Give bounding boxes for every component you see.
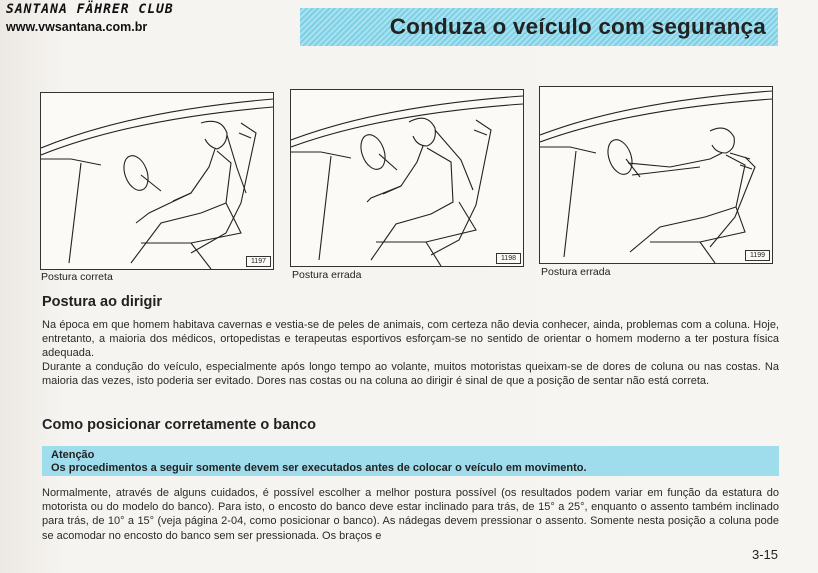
posture-paragraph-1: Na época em que homem habitava cavernas e vestia-se de peles de animais, com certeza não devia conhecer, ainda, problemas com a coluna. Hoje, entretanto, a maioria dos médicos, ortopedistas e terapeutas esportivos esforçam-se no sentido de orientar o homem moderno a ter postura física adequada. [42,319,779,360]
figure-correct-posture [40,92,274,270]
figure-wrong-posture-1 [290,89,524,267]
driver-illustration-3 [540,87,772,263]
posture-paragraph-2: Durante a condução do veículo, especialmente após longo tempo ao volante, muitos motoristas queixam-se de dores de coluna ou nas costas. Na maioria das vezes, isto poderia ser evitado. Dores nas costas ou na coluna ao dirigir é sinal de que a posição de sentar não está correta. [42,361,779,388]
figure-caption-3: Postura errada [541,266,611,278]
title-banner [300,8,778,46]
figure-number-1: 1197 [246,256,271,267]
page-title: Conduza o veículo com segurança [389,14,766,39]
heading-seat-position: Como posicionar corretamente o banco [42,417,316,433]
attention-label: Atenção [51,449,95,461]
page-number: 3-15 [751,547,778,562]
site-url[interactable]: www.vwsantana.com.br [6,20,148,34]
figure-caption-1: Postura correta [41,271,113,283]
seat-paragraph: Normalmente, através de alguns cuidados, é possível escolher a melhor postura possível (os resultados podem variar em função da estatura do motorista ou do modelo do banco). Para isto, o encosto do banco deve estar inclinado para trás, de 15° a 25°, enquanto o assento também inclinado para trás, de 10° a 15° (veja página 2-04, como posicionar o banco). As nádegas devem pressionar o assento. Somente nesta posição a coluna pode se acomodar no encosto do banco sem ser pressionada. Os braços e [42,487,779,542]
attention-text: Os procedimentos a seguir somente devem ser executados antes de colocar o veículo em movimento. [51,462,587,474]
figure-number-2: 1198 [496,253,521,264]
club-name: SANTANA FÄHRER CLUB [6,2,174,17]
figure-wrong-posture-2 [539,86,773,264]
figure-number-3: 1199 [745,250,770,261]
figure-caption-2: Postura errada [292,269,362,281]
heading-posture: Postura ao dirigir [42,294,163,310]
driver-illustration-1 [41,93,273,269]
attention-box [42,446,779,476]
driver-illustration-2 [291,90,523,266]
